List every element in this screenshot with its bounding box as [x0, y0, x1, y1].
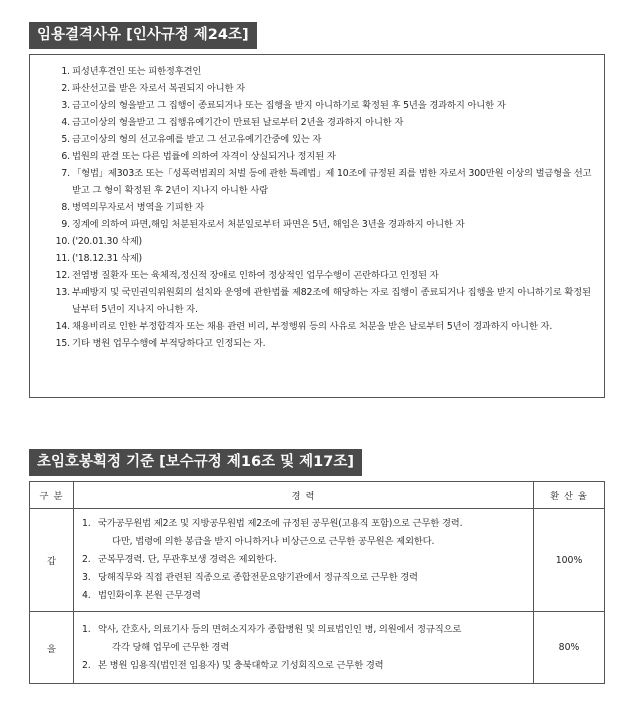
- item-text: 파산선고를 받은 자로서 복권되지 아니한 자: [72, 83, 245, 94]
- list-item: [30, 318, 604, 335]
- career-line: [82, 533, 527, 551]
- item-number: 4.: [61, 117, 70, 128]
- item-text: 부패방지 및 국민권익위원회의 설치와 운영에 관한법률 제82조에 해당하는 자로 집행이 종료되거나 집행을 받지 아니하기로 확정된 날부터 5년이 지나지 아니한 자.: [72, 287, 591, 315]
- salary-step-table: [29, 481, 605, 684]
- career-line: [82, 621, 527, 639]
- line-text: 국가공무원법 제2조 및 지방공무원법 제2조에 규정된 공무원(고용직 포함)으로 근무한 경력.: [98, 518, 463, 529]
- row-label: 갑: [30, 509, 74, 612]
- line-text: 본 병원 임용직(법인전 임용자) 및 충북대학교 기성회직으로 근무한 경력: [98, 659, 384, 671]
- line-number: 2.: [82, 554, 91, 565]
- item-text: 금고이상의 형을받고 그 집행이 종료되거나 또는 집행을 받지 아니하기로 확정된 후 5년을 경과하지 아니한 자: [72, 100, 506, 111]
- list-item: [30, 335, 604, 352]
- rate-value: 80%: [534, 612, 605, 684]
- list-item: [30, 165, 604, 199]
- section2-title: 초임호봉획정 기준 [보수규정 제16조 및 제17조]: [29, 449, 362, 476]
- table-row: [30, 509, 605, 612]
- line-number: 2.: [82, 659, 91, 671]
- header-career: 경 력: [74, 482, 534, 509]
- item-text: ('18.12.31 삭제): [72, 253, 143, 264]
- line-number: 4.: [82, 590, 91, 601]
- list-item: [30, 267, 604, 284]
- item-text: 금고이상의 형의 선고유예를 받고 그 선고유예기간중에 있는 자: [72, 134, 322, 145]
- item-number: 9.: [61, 219, 70, 230]
- item-number: 6.: [61, 151, 70, 162]
- line-number: 1.: [82, 518, 91, 529]
- list-item: [30, 97, 604, 114]
- table-header-row: [30, 482, 605, 509]
- line-text: 다만, 법령에 의한 봉급을 받지 아니하거나 비상근으로 근무한 공무원은 제외한다.: [112, 536, 435, 547]
- disqualification-list: [30, 63, 604, 352]
- career-cell: [74, 509, 534, 612]
- item-number: 11.: [55, 253, 70, 264]
- line-text: 군복무경력. 단, 무관후보생 경력은 제외한다.: [98, 554, 277, 565]
- header-category: 구 분: [30, 482, 74, 509]
- list-item: [30, 131, 604, 148]
- rate-value: 100%: [534, 509, 605, 612]
- disqualification-box: [29, 54, 605, 398]
- career-line: [82, 569, 527, 587]
- item-text: 법원의 판결 또는 다른 법률에 의하여 자격이 상실되거나 정지된 자: [72, 151, 336, 162]
- item-number: 5.: [61, 134, 70, 145]
- list-item: [30, 216, 604, 233]
- table-row: [30, 612, 605, 684]
- list-item: [30, 63, 604, 80]
- item-number: 14.: [55, 321, 70, 332]
- list-item: [30, 233, 604, 250]
- line-text: 당해직무와 직접 관련된 직종으로 종합전문요양기관에서 정규직으로 근무한 경력: [98, 572, 418, 583]
- section1-title: 임용결격사유 [인사규정 제24조]: [29, 22, 257, 49]
- career-line: [82, 551, 527, 569]
- list-item: [30, 80, 604, 97]
- item-text: 징계에 의하여 파면,해임 처분된자로서 처분일로부터 파면은 5년, 해임은 3년을 경과하지 아니한 자: [72, 219, 465, 230]
- item-text: ('20.01.30 삭제): [72, 236, 143, 247]
- header-rate: 환 산 율: [534, 482, 605, 509]
- item-text: 병역의무자로서 병역을 기피한 자: [72, 202, 205, 213]
- item-number: 7.: [61, 168, 70, 179]
- list-item: [30, 199, 604, 216]
- list-item: [30, 250, 604, 267]
- item-text: 채용비리로 인한 부정합격자 또는 채용 관련 비리, 부정행위 등의 사유로 처분을 받은 날로부터 5년이 경과하지 아니한 자.: [72, 321, 553, 332]
- item-number: 2.: [61, 83, 70, 94]
- career-line: [82, 639, 527, 657]
- item-number: 12.: [55, 270, 70, 281]
- career-line: [82, 657, 527, 675]
- line-text: 약사, 간호사, 의료기사 등의 면허소지자가 종합병원 및 의료법인인 병, 의원에서 정규직으로: [98, 623, 462, 635]
- line-number: 1.: [82, 623, 91, 635]
- item-number: 3.: [61, 100, 70, 111]
- item-text: 금고이상의 형을받고 그 집행유예기간이 만료된 날로부터 2년을 경과하지 아니한 자: [72, 117, 404, 128]
- item-text: 피성년후견인 또는 피한정후견인: [72, 66, 202, 77]
- item-number: 1.: [61, 66, 70, 77]
- line-number: 3.: [82, 572, 91, 583]
- list-item: [30, 284, 604, 318]
- item-text: 전염병 질환자 또는 육체적,정신적 장애로 인하여 정상적인 업무수행이 곤란하다고 인정된 자: [72, 270, 439, 281]
- row-label: 을: [30, 612, 74, 684]
- item-number: 13.: [55, 287, 70, 298]
- list-item: [30, 148, 604, 165]
- list-item: [30, 114, 604, 131]
- item-number: 8.: [61, 202, 70, 213]
- line-text: 법인화이후 본원 근무경력: [98, 590, 201, 601]
- item-text: 기타 병원 업무수행에 부적당하다고 인정되는 자.: [72, 338, 266, 349]
- career-line: [82, 587, 527, 605]
- item-text: 「형법」제303조 또는「성폭력범죄의 처벌 등에 관한 특례법」제 10조에 규정된 죄를 범한 자로서 300만원 이상의 벌금형을 선고받고 그 형이 확정된 후 2년이 지나지 아니한 사람: [72, 168, 592, 196]
- item-number: 10.: [55, 236, 70, 247]
- item-number: 15.: [55, 338, 70, 349]
- line-text: 각각 당해 업무에 근무한 경력: [112, 641, 230, 653]
- career-cell: [74, 612, 534, 684]
- career-line: [82, 515, 527, 533]
